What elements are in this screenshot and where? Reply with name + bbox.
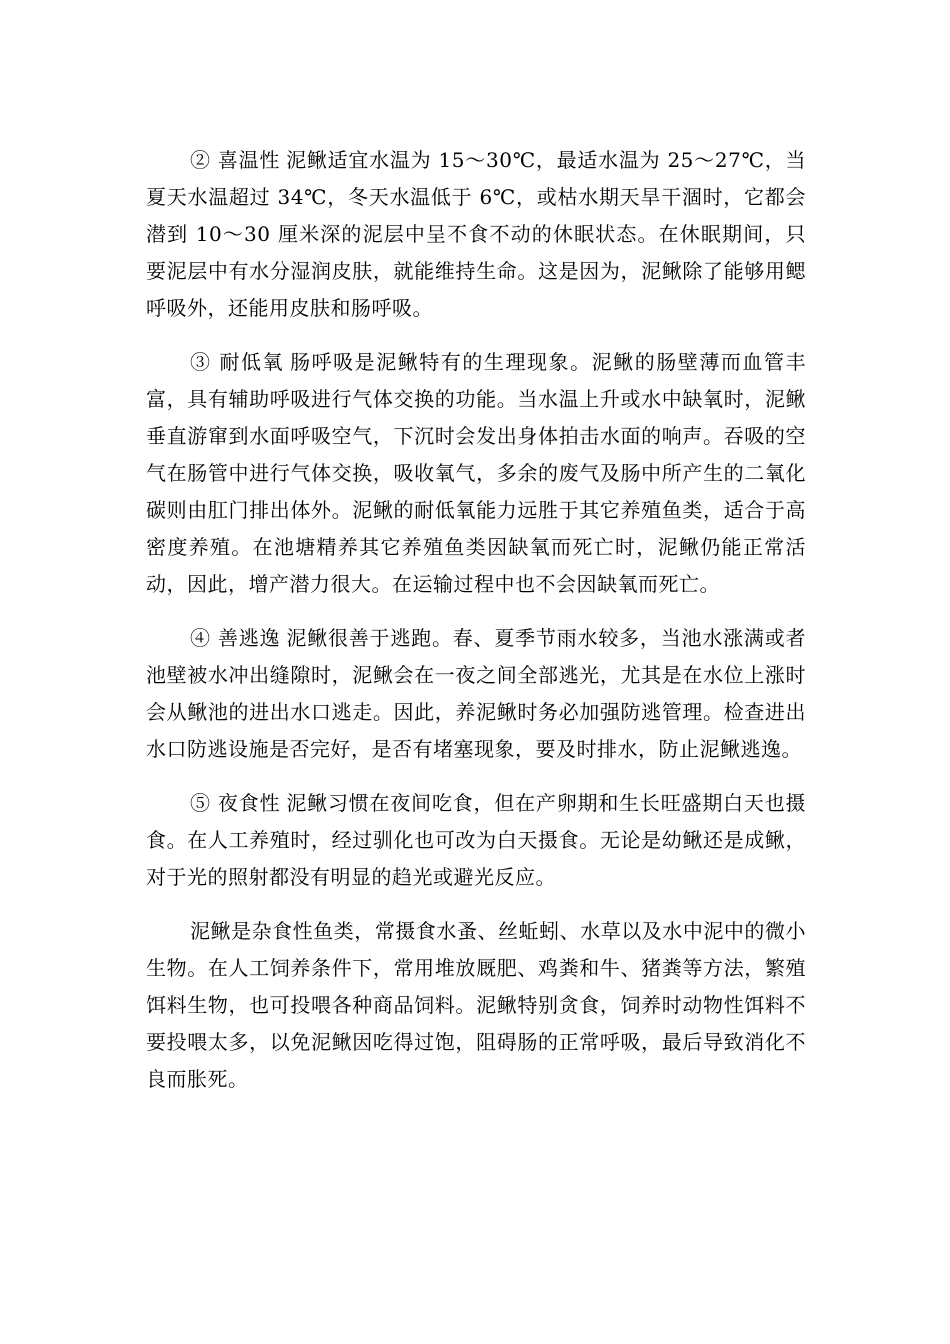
paragraph-nocturnal-feeding — [146, 785, 806, 896]
paragraph-warm-preference — [146, 142, 806, 327]
paragraph-escape — [146, 620, 806, 768]
body-text — [146, 142, 806, 1098]
paragraph-heading: ② 喜温性 — [190, 148, 281, 172]
paragraph-heading: ④ 善逃逸 — [190, 626, 281, 650]
paragraph-low-oxygen — [146, 344, 806, 603]
paragraph-text: 肠呼吸是泥鳅特有的生理现象。泥鳅的肠壁薄而血管丰富，具有辅助呼吸进行气体交换的功能。当水温上升或水中缺氧时，泥鳅垂直游窜到水面呼吸空气，下沉时会发出身体拍击水面的响声。吞吸的空气在肠管中进行气体交换，吸收氧气，多余的废气及肠中所产生的二氧化碳则由肛门排出体外。泥鳅的耐低氧能力远胜于其它养殖鱼类，适合于高密度养殖。在池塘精养其它养殖鱼类因缺氧而死亡时，泥鳅仍能正常活动，因此，增产潜力很大。在运输过程中也不会因缺氧而死亡。 — [146, 350, 806, 596]
paragraph-heading: ③ 耐低氧 — [190, 350, 285, 374]
paragraph-heading: ⑤ 夜食性 — [190, 791, 281, 815]
paragraph-text: 泥鳅是杂食性鱼类，常摄食水蚤、丝蚯蚓、水草以及水中泥中的微小生物。在人工饲养条件下，常用堆放厩肥、鸡粪和牛、猪粪等方法，繁殖饵料生物，也可投喂各种商品饲料。泥鳅特别贪食，饲养时动物性饵料不要投喂太多，以免泥鳅因吃得过饱，阻碍肠的正常呼吸，最后导致消化不良而胀死。 — [146, 919, 806, 1091]
paragraph-text: 泥鳅适宜水温为 15～30℃，最适水温为 25～27℃，当夏天水温超过 34℃，冬天水温低于 6℃，或枯水期天旱干涸时，它都会潜到 10～30 厘米深的泥层中呈不食不动的休眠状态。在休眠期间，只要泥层中有水分湿润皮肤，就能维持生命。这是因为，泥鳅除了能够用鳃呼吸外，还能用皮肤和肠呼吸。 — [146, 148, 807, 320]
paragraph-text: 泥鳅习惯在夜间吃食，但在产卵期和生长旺盛期白天也摄食。在人工养殖时，经过驯化也可改为白天摄食。无论是幼鳅还是成鳅，对于光的照射都没有明显的趋光或避光反应。 — [146, 791, 807, 889]
paragraph-text: 泥鳅很善于逃跑。春、夏季节雨水较多，当池水涨满或者池壁被水冲出缝隙时，泥鳅会在一夜之间全部逃光，尤其是在水位上涨时会从鳅池的进出水口逃走。因此，养泥鳅时务必加强防逃管理。检查进出水口防逃设施是否完好，是否有堵塞现象，要及时排水，防止泥鳅逃逸。 — [146, 626, 807, 761]
paragraph-diet — [146, 913, 806, 1098]
